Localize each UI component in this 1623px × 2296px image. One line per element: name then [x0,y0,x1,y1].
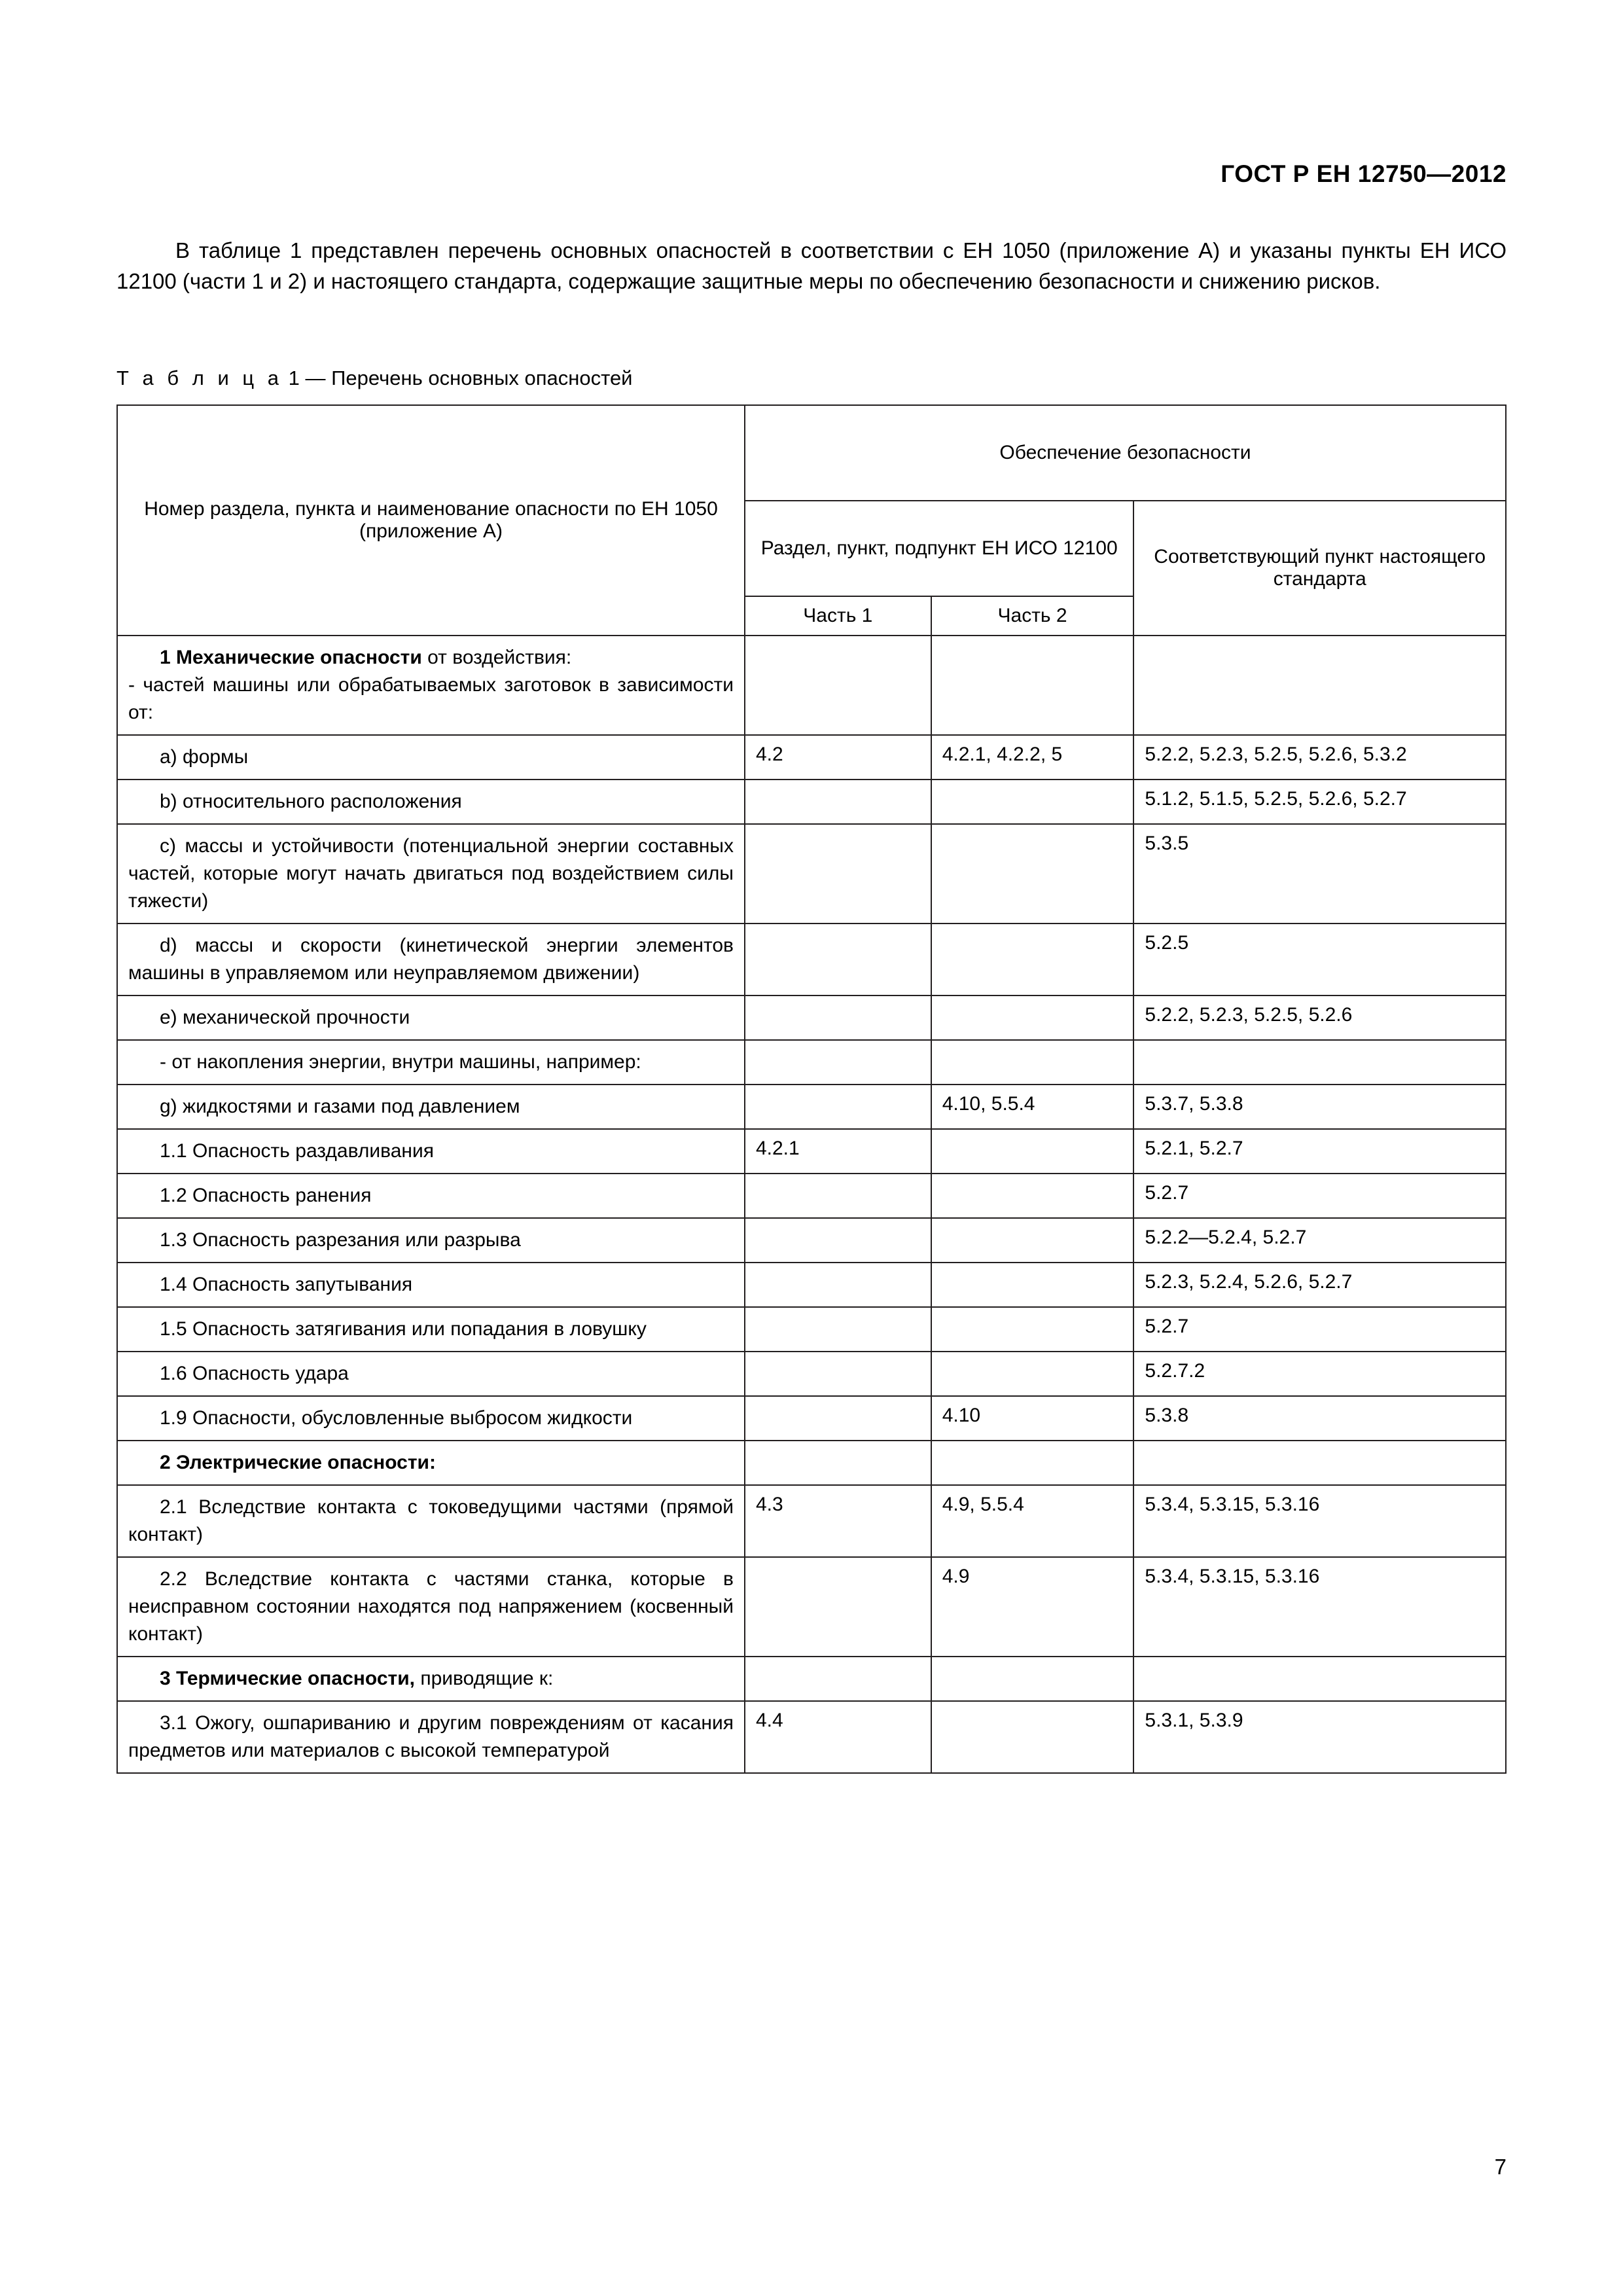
cell-part2 [931,1129,1134,1174]
hazard-text: 1.4 Опасность запутывания [160,1274,413,1295]
cell-standard-clause: 5.2.2, 5.2.3, 5.2.5, 5.2.6 [1133,996,1506,1040]
cell-hazard-name [117,636,745,735]
cell-part1 [745,1085,931,1129]
cell-part1 [745,1352,931,1396]
cell-hazard-name [117,1174,745,1218]
cell-part1 [745,924,931,996]
intro-paragraph-block [116,236,1507,297]
hazard-text: 2.1 Вследствие контакта с токоведущими частями (прямой контакт) [128,1496,734,1545]
hazard-text: - от накопления энергии, внутри машины, например: [160,1051,641,1073]
hazard-text: c) массы и устойчивости (потенциальной энергии составных частей, которые могут начать двигаться под воздействием силы тяжести) [128,835,734,912]
hazard-text: 1.1 Опасность раздавливания [160,1140,434,1162]
table-row [117,1396,1506,1441]
hazard-text: 1.5 Опасность затягивания или попадания в ловушку [160,1318,647,1340]
table-row [117,1657,1506,1701]
cell-hazard-name [117,1657,745,1701]
cell-standard-clause [1133,1441,1506,1485]
table-row [117,780,1506,824]
cell-part2: 4.10 [931,1396,1134,1441]
table-row [117,1263,1506,1307]
cell-hazard-name [117,924,745,996]
cell-part2 [931,1441,1134,1485]
cell-part1 [745,1657,931,1701]
cell-part2: 4.9 [931,1557,1134,1657]
cell-standard-clause: 5.3.8 [1133,1396,1506,1441]
table-row [117,1129,1506,1174]
table-row [117,735,1506,780]
section-subtitle: - частей машины или обрабатываемых заготовок в зависимости от: [128,674,734,723]
table-row [117,1218,1506,1263]
cell-part2 [931,996,1134,1040]
hazards-table [116,404,1507,1774]
cell-hazard-name [117,1396,745,1441]
cell-part1 [745,1263,931,1307]
cell-part1: 4.2 [745,735,931,780]
cell-standard-clause: 5.3.4, 5.3.15, 5.3.16 [1133,1485,1506,1557]
cell-standard-clause: 5.2.2—5.2.4, 5.2.7 [1133,1218,1506,1263]
section-title-bold: 1 Механические опасности [160,647,422,668]
hazard-text: 3.1 Ожогу, ошпариванию и другим повреждениям от касания предметов или материалов с высокой температурой [128,1712,734,1761]
table-row [117,1441,1506,1485]
cell-part1: 4.4 [745,1701,931,1773]
cell-hazard-name [117,1485,745,1557]
table-caption [116,367,633,390]
cell-standard-clause: 5.2.2, 5.2.3, 5.2.5, 5.2.6, 5.3.2 [1133,735,1506,780]
cell-standard-clause: 5.2.7 [1133,1174,1506,1218]
cell-standard-clause: 5.2.3, 5.2.4, 5.2.6, 5.2.7 [1133,1263,1506,1307]
table-caption-label: Т а б л и ц а [116,367,283,389]
hazard-text: d) массы и скорости (кинетической энергии элементов машины в управляемом или неуправляемом движении) [128,935,734,984]
section-title-bold: 3 Термические опасности, [160,1668,415,1689]
table-caption-number: 1 [288,367,300,389]
header-cell-part-2: Часть 2 [931,596,1134,636]
hazard-text: 1.2 Опасность ранения [160,1185,372,1206]
header-cell-iso-clause-group: Раздел, пункт, подпункт ЕН ИСО 12100 [745,501,1133,596]
cell-hazard-name [117,996,745,1040]
hazard-text: 1.9 Опасности, обусловленные выбросом жидкости [160,1407,633,1429]
cell-hazard-name [117,1557,745,1657]
section-title-bold: 2 Электрические опасности: [160,1452,436,1473]
cell-part2 [931,636,1134,735]
intro-paragraph: В таблице 1 представлен перечень основных опасностей в соответствии с ЕН 1050 (приложение А) и указаны пункты ЕН ИСО 12100 (части 1 и 2) и настоящего стандарта, содержащие защитные меры по обеспечению безопасности и снижению рисков. [116,238,1507,293]
table-row [117,636,1506,735]
header-cell-hazard-number: Номер раздела, пункта и наименование опасности по ЕН 1050 (приложение А) [117,405,745,636]
cell-part2: 4.9, 5.5.4 [931,1485,1134,1557]
table-caption-title: — Перечень основных опасностей [305,367,633,389]
cell-standard-clause: 5.3.4, 5.3.15, 5.3.16 [1133,1557,1506,1657]
cell-part1: 4.3 [745,1485,931,1557]
cell-part1 [745,996,931,1040]
cell-standard-clause: 5.2.7 [1133,1307,1506,1352]
cell-part2 [931,1040,1134,1085]
table-header-row-1 [117,405,1506,501]
cell-standard-clause: 5.2.5 [1133,924,1506,996]
cell-hazard-name [117,1701,745,1773]
hazard-text: g) жидкостями и газами под давлением [160,1096,520,1117]
hazard-text: 2.2 Вследствие контакта с частями станка, которые в неисправном состоянии находятся под напряжением (косвенный контакт) [128,1568,734,1645]
cell-hazard-name [117,1218,745,1263]
cell-part1 [745,1441,931,1485]
cell-part2 [931,780,1134,824]
table-row [117,924,1506,996]
cell-part1 [745,824,931,924]
cell-part1 [745,780,931,824]
cell-part2 [931,1174,1134,1218]
cell-part2: 4.2.1, 4.2.2, 5 [931,735,1134,780]
cell-standard-clause [1133,636,1506,735]
cell-part1 [745,1174,931,1218]
cell-part2 [931,1352,1134,1396]
cell-hazard-name [117,1040,745,1085]
page-number: 7 [1494,2155,1507,2179]
cell-part1: 4.2.1 [745,1129,931,1174]
cell-part1 [745,1396,931,1441]
cell-hazard-name [117,1085,745,1129]
cell-part2: 4.10, 5.5.4 [931,1085,1134,1129]
table-row [117,824,1506,924]
table-head [117,405,1506,636]
cell-hazard-name [117,735,745,780]
table-row [117,996,1506,1040]
table-row [117,1485,1506,1557]
table-row [117,1701,1506,1773]
cell-part2 [931,824,1134,924]
section-title-rest: от воздействия: [421,647,572,668]
cell-standard-clause: 5.3.1, 5.3.9 [1133,1701,1506,1773]
hazard-text: 1.6 Опасность удара [160,1363,349,1384]
cell-standard-clause [1133,1657,1506,1701]
cell-standard-clause: 5.1.2, 5.1.5, 5.2.5, 5.2.6, 5.2.7 [1133,780,1506,824]
cell-standard-clause: 5.2.7.2 [1133,1352,1506,1396]
cell-part2 [931,924,1134,996]
cell-hazard-name [117,1129,745,1174]
cell-hazard-name [117,1441,745,1485]
table-row [117,1174,1506,1218]
cell-hazard-name [117,1352,745,1396]
header-cell-safety-group: Обеспечение безопасности [745,405,1506,501]
cell-standard-clause: 5.3.5 [1133,824,1506,924]
cell-part1 [745,1218,931,1263]
table-body [117,636,1506,1773]
cell-standard-clause [1133,1040,1506,1085]
cell-part2 [931,1263,1134,1307]
cell-standard-clause: 5.3.7, 5.3.8 [1133,1085,1506,1129]
table-row [117,1085,1506,1129]
section-title-rest: приводящие к: [415,1668,554,1689]
header-cell-current-standard-clause: Соответствующий пункт настоящего стандарта [1133,501,1506,636]
cell-part1 [745,1557,931,1657]
page-header-standard-number: ГОСТ Р ЕН 12750—2012 [1221,160,1507,187]
table-row [117,1352,1506,1396]
cell-part2 [931,1701,1134,1773]
table-row [117,1557,1506,1657]
cell-standard-clause: 5.2.1, 5.2.7 [1133,1129,1506,1174]
cell-part1 [745,1307,931,1352]
table-row [117,1307,1506,1352]
hazard-text: e) механической прочности [160,1007,410,1028]
cell-part2 [931,1218,1134,1263]
hazard-text: 1.3 Опасность разрезания или разрыва [160,1229,521,1251]
cell-part1 [745,636,931,735]
hazard-text: a) формы [160,746,249,768]
cell-hazard-name [117,780,745,824]
header-cell-part-1: Часть 1 [745,596,931,636]
cell-part1 [745,1040,931,1085]
cell-part2 [931,1657,1134,1701]
hazard-text: b) относительного расположения [160,791,462,812]
cell-hazard-name [117,824,745,924]
cell-hazard-name [117,1263,745,1307]
cell-hazard-name [117,1307,745,1352]
table-row [117,1040,1506,1085]
cell-part2 [931,1307,1134,1352]
